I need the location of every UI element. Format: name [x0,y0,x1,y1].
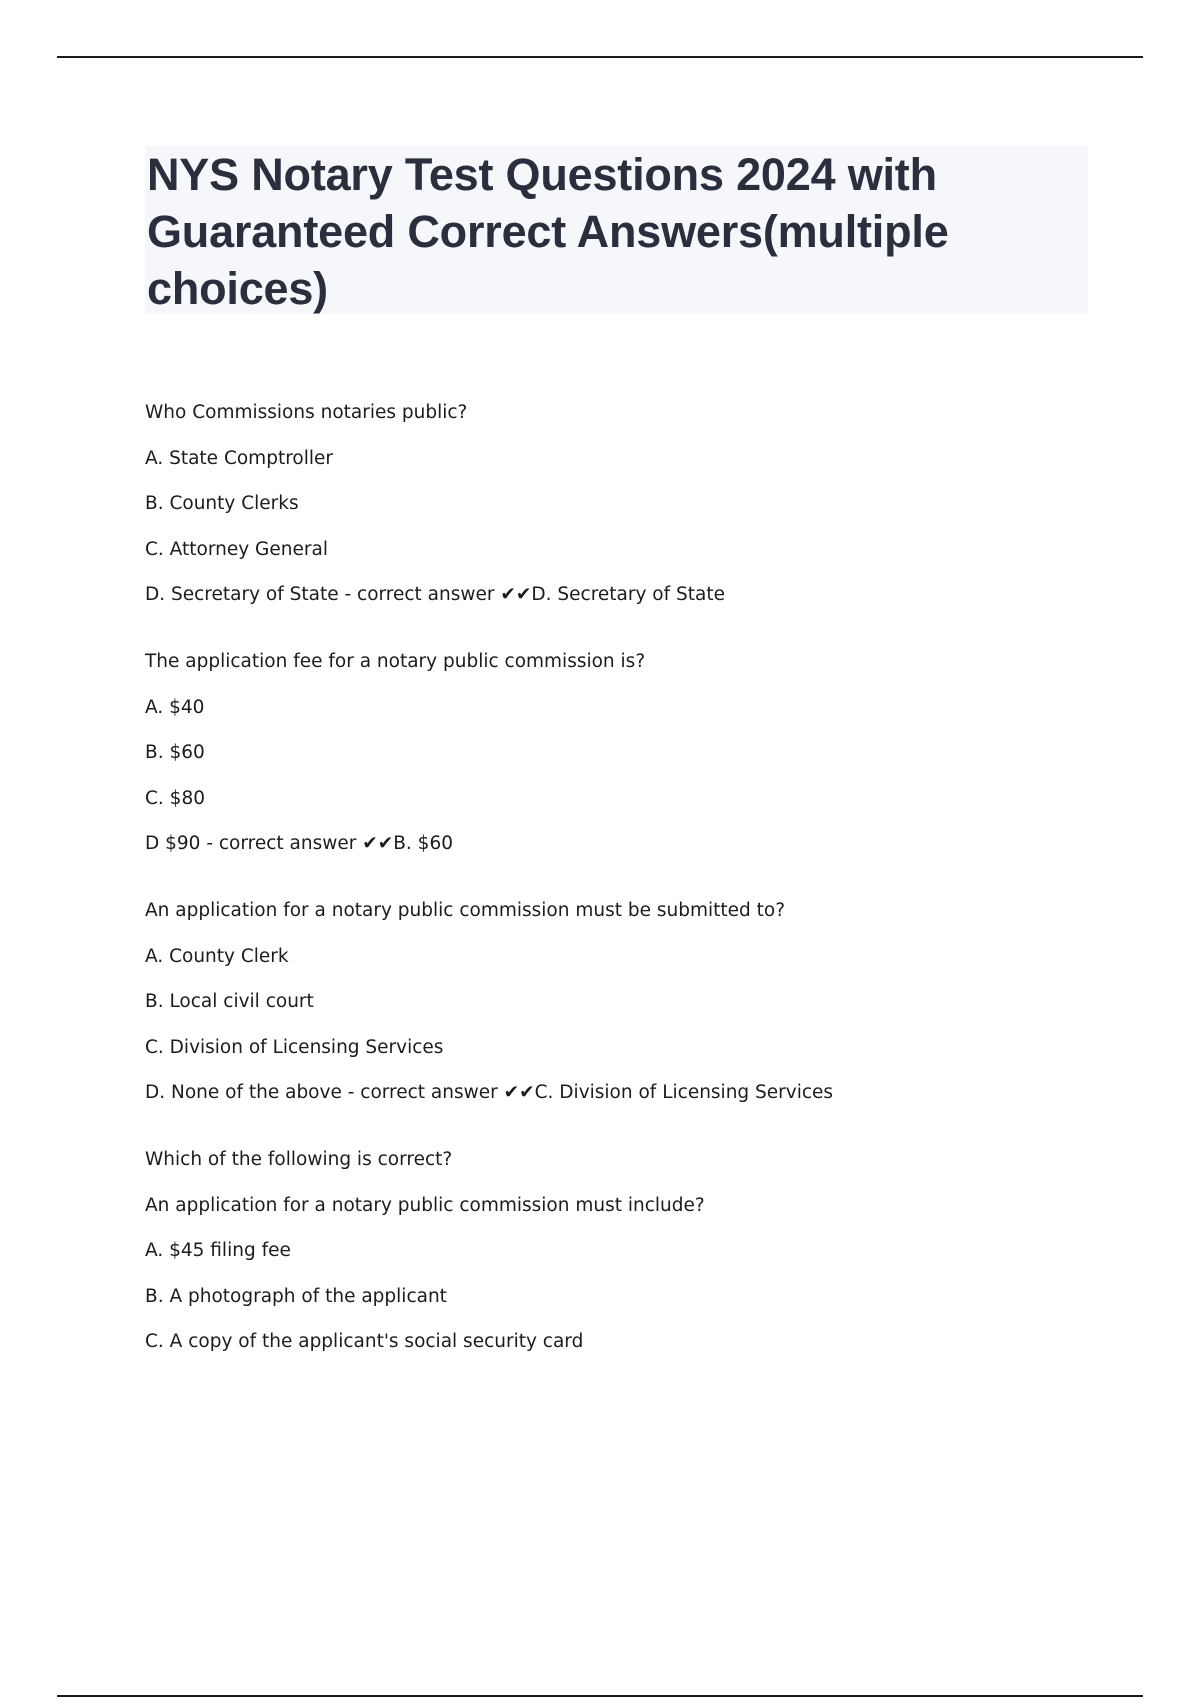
question-text: An application for a notary public commission must include? [145,1194,705,1216]
answer-option: A. $40 [145,696,205,718]
answer-option: B. A photograph of the applicant [145,1285,447,1307]
answer-option: B. Local civil court [145,991,314,1012]
answer-option: C. Division of Licensing Services [145,1036,444,1058]
questions-content [145,402,1095,1398]
answer-option: C. $80 [145,787,205,809]
question-text: Who Commissions notaries public? [145,402,468,423]
header-rule [57,56,1143,58]
question-text: The application fee for a notary public commission is? [145,651,646,672]
title-block [145,146,1088,314]
answer-option: C. Attorney General [145,538,328,560]
question-block-2 [145,651,1095,855]
question-text: Which of the following is correct? [145,1149,453,1170]
answer-option-with-correct-answer: D. Secretary of State - correct answer ✔✔D. Secretary of State [145,584,725,605]
answer-option: B. County Clerks [145,493,299,514]
answer-option: A. $45 filing fee [145,1240,291,1261]
document-title: NYS Notary Test Questions 2024 with Guaranteed Correct Answers(multiple choices) [147,149,949,314]
question-block-1 [145,402,1095,606]
answer-option-with-correct-answer: D $90 - correct answer ✔✔B. $60 [145,833,453,854]
answer-option: A. State Comptroller [145,447,333,469]
answer-option: A. County Clerk [145,945,289,967]
answer-option: B. $60 [145,742,205,763]
question-text: An application for a notary public commission must be submitted to? [145,900,786,921]
question-block-3 [145,900,1095,1104]
answer-option-with-correct-answer: D. None of the above - correct answer ✔✔C. Division of Licensing Services [145,1082,834,1103]
footer-rule [57,1695,1143,1697]
question-block-4 [145,1149,1095,1353]
answer-option: C. A copy of the applicant's social security card [145,1331,584,1352]
